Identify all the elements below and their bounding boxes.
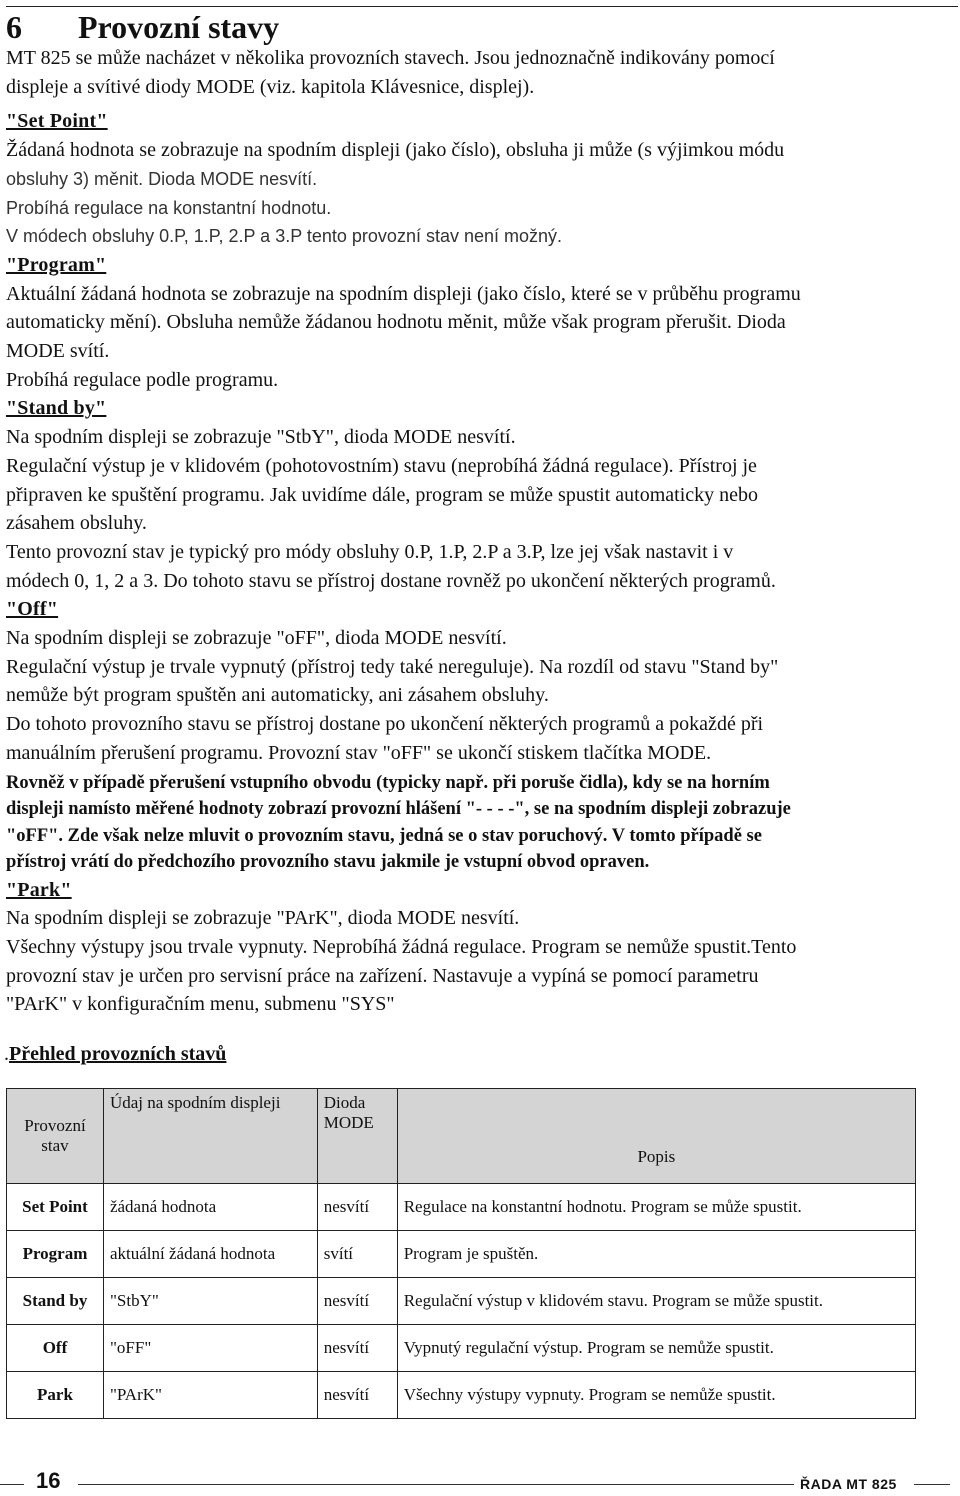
cell-description: Vypnutý regulační výstup. Program se nemůže spustit. <box>397 1325 915 1372</box>
cell-led: nesvítí <box>317 1278 397 1325</box>
table-row <box>7 1278 916 1325</box>
warning-line: "oFF". Zde však nelze mluvit o provozním stavu, jedná se o stav poruchový. V tomto případě se <box>6 825 762 846</box>
cell-led: nesvítí <box>317 1184 397 1231</box>
paragraph-line: módech 0, 1, 2 a 3. Do tohoto stavu se přístroj dostane rovněž po ukončení některých programů. <box>6 569 776 592</box>
paragraph-line: Žádaná hodnota se zobrazuje na spodním displeji (jako číslo), obsluha ji může (s výjimkou módu <box>6 139 785 162</box>
paragraph-line: Na spodním displeji se zobrazuje "PArK", dioda MODE nesvítí. <box>6 907 520 930</box>
cell-state: Stand by <box>7 1278 104 1325</box>
footer-brand: ŘADA MT 825 <box>800 1476 897 1492</box>
header-description: Popis <box>397 1089 915 1184</box>
cell-state: Off <box>7 1325 104 1372</box>
overview-prefix: . <box>4 1043 9 1065</box>
table-row <box>7 1325 916 1372</box>
paragraph-line: Na spodním displeji se zobrazuje "StbY", dioda MODE nesvítí. <box>6 426 516 449</box>
intro-line: MT 825 se může nacházet v několika provozních stavech. Jsou jednoznačně indikovány pomocí <box>6 47 775 69</box>
cell-state: Park <box>7 1372 104 1419</box>
cell-description: Program je spuštěn. <box>397 1231 915 1278</box>
intro-line: displeje a svítivé diody MODE (viz. kapitola Klávesnice, displej). <box>6 75 535 98</box>
chapter-heading <box>6 6 958 47</box>
table-row <box>7 1231 916 1278</box>
paragraph-line: V módech obsluhy 0.P, 1.P, 2.P a 3.P tento provozní stav není možný. <box>6 226 563 247</box>
paragraph-line: Do tohoto provozního stavu se přístroj dostane po ukončení některých programů a pokaždé při <box>6 713 764 736</box>
table-header-row <box>7 1089 916 1184</box>
cell-state: Set Point <box>7 1184 104 1231</box>
footer-rule-left <box>0 1484 24 1485</box>
cell-description: Regulace na konstantní hodnotu. Program se může spustit. <box>397 1184 915 1231</box>
overview-title <box>4 1043 226 1066</box>
warning-line: Rovněž v případě přerušení vstupního obvodu (typicky např. při poruše čidla), kdy se na horním <box>6 772 770 793</box>
document-body <box>6 44 958 1019</box>
cell-led: nesvítí <box>317 1325 397 1372</box>
cell-display: aktuální žádaná hodnota <box>103 1231 317 1278</box>
paragraph-line: zásahem obsluhy. <box>6 512 147 535</box>
cell-description: Všechny výstupy vypnuty. Program se nemůže spustit. <box>397 1372 915 1419</box>
chapter-number: 6 <box>6 9 22 45</box>
overview-title-text: Přehled provozních stavů <box>9 1043 227 1065</box>
cell-display: "PArK" <box>103 1372 317 1419</box>
cell-display: "StbY" <box>103 1278 317 1325</box>
table-row <box>7 1184 916 1231</box>
paragraph-line: Probíhá regulace podle programu. <box>6 368 279 391</box>
section-title-off: "Off" <box>6 598 59 621</box>
paragraph-line: MODE svítí. <box>6 340 110 363</box>
warning-line: přístroj vrátí do předchozího provozního stavu jakmile je vstupní obvod opraven. <box>6 852 650 873</box>
paragraph-line: Tento provozní stav je typický pro módy obsluhy 0.P, 1.P, 2.P a 3.P, lze jej však nastavit i v <box>6 540 734 563</box>
footer-rule-middle <box>78 1484 794 1485</box>
paragraph-line: "PArK" v konfiguračním menu, submenu "SYS" <box>6 993 395 1016</box>
paragraph-line: nemůže být program spuštěn ani automaticky, ani zásahem obsluhy. <box>6 684 549 707</box>
page-number: 16 <box>36 1468 61 1493</box>
chapter-title: Provozní stavy <box>78 9 280 45</box>
warning-line: displeji namísto měřené hodnoty zobrazí provozní hlášení "- - - -", se na spodním displeji zobrazuje <box>6 799 791 820</box>
paragraph-line: obsluhy 3) měnit. Dioda MODE nesvítí. <box>6 168 318 189</box>
table-row <box>7 1372 916 1419</box>
footer-rule-right <box>914 1484 950 1485</box>
header-state: Provozní stav <box>7 1089 104 1184</box>
overview-table <box>6 1088 916 1419</box>
paragraph-line: manuálním přerušení programu. Provozní stav "oFF" se ukončí stiskem tlačítka MODE. <box>6 741 712 764</box>
section-title-park: "Park" <box>6 878 72 901</box>
header-led: Dioda MODE <box>317 1089 397 1184</box>
paragraph-line: Probíhá regulace na konstantní hodnotu. <box>6 197 332 218</box>
section-title-stand-by: "Stand by" <box>6 397 107 420</box>
cell-led: svítí <box>317 1231 397 1278</box>
header-display: Údaj na spodním displeji <box>103 1089 317 1184</box>
cell-state: Program <box>7 1231 104 1278</box>
paragraph-line: Na spodním displeji se zobrazuje "oFF", dioda MODE nesvítí. <box>6 627 507 650</box>
paragraph-line: Regulační výstup je trvale vypnutý (přístroj tedy také nereguluje). Na rozdíl od stavu "Stand by" <box>6 655 779 678</box>
paragraph-line: Regulační výstup je v klidovém (pohotovostním) stavu (neprobíhá žádná regulace). Přístroj je <box>6 454 757 477</box>
cell-description: Regulační výstup v klidovém stavu. Program se může spustit. <box>397 1278 915 1325</box>
section-title-set-point: "Set Point" <box>6 110 108 133</box>
paragraph-line: Aktuální žádaná hodnota se zobrazuje na spodním displeji (jako číslo, které se v průběhu programu <box>6 282 801 305</box>
paragraph-line: provozní stav je určen pro servisní práce na zařízení. Nastavuje a vypíná se pomocí parametru <box>6 964 759 987</box>
cell-display: žádaná hodnota <box>103 1184 317 1231</box>
cell-display: "oFF" <box>103 1325 317 1372</box>
paragraph-line: automaticky mění). Obsluha nemůže žádanou hodnotu měnit, může však program přerušit. Dioda <box>6 311 786 334</box>
paragraph-line: Všechny výstupy jsou trvale vypnuty. Neprobíhá žádná regulace. Program se nemůže spustit.Tento <box>6 935 797 958</box>
section-title-program: "Program" <box>6 253 107 276</box>
paragraph-line: připraven ke spuštění programu. Jak uvidíme dále, program se může spustit automaticky nebo <box>6 483 759 506</box>
cell-led: nesvítí <box>317 1372 397 1419</box>
